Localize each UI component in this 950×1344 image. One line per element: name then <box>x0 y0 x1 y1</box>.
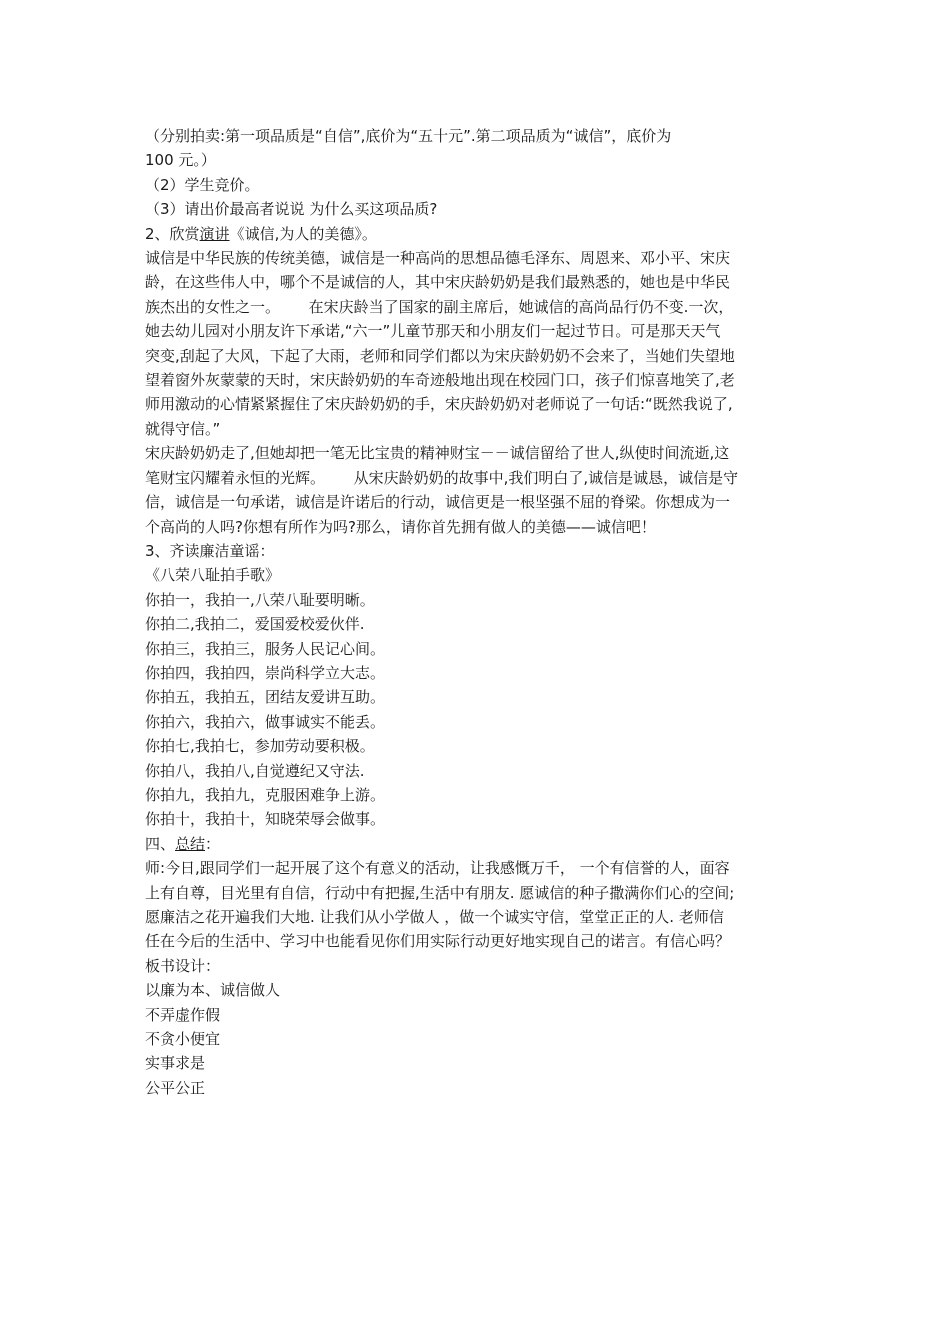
board-line: 实事求是 <box>145 1054 206 1073</box>
section-2-heading <box>145 222 805 246</box>
story-line: 个高尚的人吗?你想有所作为吗?那么，请你首先拥有做人的美德——诚信吧！ <box>145 517 656 536</box>
song-line: 你拍三，我拍三，服务人民记心间。 <box>145 639 386 658</box>
song-line: 你拍二,我拍二，爱国爱校爱伙伴. <box>145 615 365 634</box>
song-title: 《八荣八耻拍手歌》 <box>145 566 281 585</box>
story-line: 宋庆龄奶奶走了,但她却把一笔无比宝贵的精神财宝－－诚信留给了世人,纵使时间流逝,这 <box>145 444 730 463</box>
board-line: 以廉为本、诚信做人 <box>145 981 281 1000</box>
section-2-suffix: 《诚信,为人的美德》。 <box>229 224 377 243</box>
song-line: 你拍一，我拍一,八荣八耻要明晰。 <box>145 590 375 609</box>
story-line: 信，诚信是一句承诺，诚信是许诺后的行动，诚信更是一根坚强不屈的脊梁。你想成为一 <box>145 493 731 512</box>
summary-line: 上有自尊，目光里有自信，行动中有把握,生活中有朋友. 愿诚信的种子撒满你们心的空间; <box>145 883 735 902</box>
board-title: 板书设计： <box>145 956 221 975</box>
section-2-underlined: 演讲 <box>199 224 230 243</box>
auction-note-line-2: 100 元。） <box>145 151 216 170</box>
summary-line: 愿廉洁之花开遍我们大地. 让我们从小学做人 ，做一个诚实守信，堂堂正正的人. 老师信 <box>145 908 724 926</box>
board-line: 不贪小便宜 <box>145 1030 221 1049</box>
story-line: 就得守信。” <box>145 419 221 438</box>
story-line: 师用激动的心情紧紧握住了宋庆龄奶奶的手，宋庆龄奶奶对老师说了一句话:“既然我说了, <box>145 395 733 414</box>
story-line: 族杰出的女性之一。 在宋庆龄当了国家的副主席后，她诚信的高尚品行仍不变.一次， <box>145 297 734 316</box>
summary-line: 师:今日,跟同学们一起开展了这个有意义的活动，让我感慨万千， 一个有信誉的人，面容 <box>145 859 730 878</box>
song-line: 你拍九，我拍九，克服困难争上游。 <box>145 785 386 804</box>
auction-note-line-1: （分别拍卖:第一项品质是“自信”,底价为“五十元”.第二项品质为“诚信”，底价为 <box>145 127 672 145</box>
step-3: （3）请出价最高者说说 为什么买这项品质? <box>145 200 438 219</box>
section-4-heading <box>145 832 805 856</box>
song-line: 你拍六，我拍六，做事诚实不能丢。 <box>145 712 386 731</box>
song-line: 你拍四，我拍四，崇尚科学立大志。 <box>145 663 386 682</box>
song-line: 你拍七,我拍七，参加劳动要积极。 <box>145 737 375 756</box>
song-line: 你拍八，我拍八,自觉遵纪又守法. <box>145 761 365 780</box>
story-line: 她去幼儿园对小朋友许下承诺,“六一”儿童节那天和小朋友们一起过节日。可是那天天气 <box>145 322 721 341</box>
story-line: 诚信是中华民族的传统美德，诚信是一种高尚的思想品德毛泽东、周恩来、邓小平、宋庆 <box>145 249 731 268</box>
section-2-prefix: 2、欣赏 <box>145 224 200 243</box>
song-line: 你拍十，我拍十，知晓荣辱会做事。 <box>145 810 386 829</box>
song-line: 你拍五，我拍五，团结友爱讲互助。 <box>145 688 386 707</box>
board-line: 公平公正 <box>145 1078 206 1097</box>
story-line: 笔财宝闪耀着永恒的光辉。 从宋庆龄奶奶的故事中,我们明白了,诚信是诚恳，诚信是守 <box>145 468 739 487</box>
story-line: 望着窗外灰蒙蒙的天时，宋庆龄奶奶的车奇迹般地出现在校园门口，孩子们惊喜地笑了,老 <box>145 371 735 390</box>
board-line: 不弄虚作假 <box>145 1005 221 1024</box>
section-4-underlined: 总结 <box>175 834 206 853</box>
story-line: 龄，在这些伟人中，哪个不是诚信的人，其中宋庆龄奶奶是我们最熟悉的，她也是中华民 <box>145 273 731 292</box>
section-4-suffix: ： <box>205 834 221 853</box>
section-3-heading: 3、齐读廉洁童谣： <box>145 541 275 560</box>
story-line: 突变,刮起了大风，下起了大雨，老师和同学们都以为宋庆龄奶奶不会来了，当她们失望地 <box>145 346 735 365</box>
summary-line: 任在今后的生活中、学习中也能看见你们用实际行动更好地实现自己的诺言。有信心吗？ <box>145 932 731 951</box>
step-2: （2）学生竞价。 <box>145 175 260 194</box>
section-4-prefix: 四、 <box>145 834 176 853</box>
document-body <box>145 124 805 1100</box>
